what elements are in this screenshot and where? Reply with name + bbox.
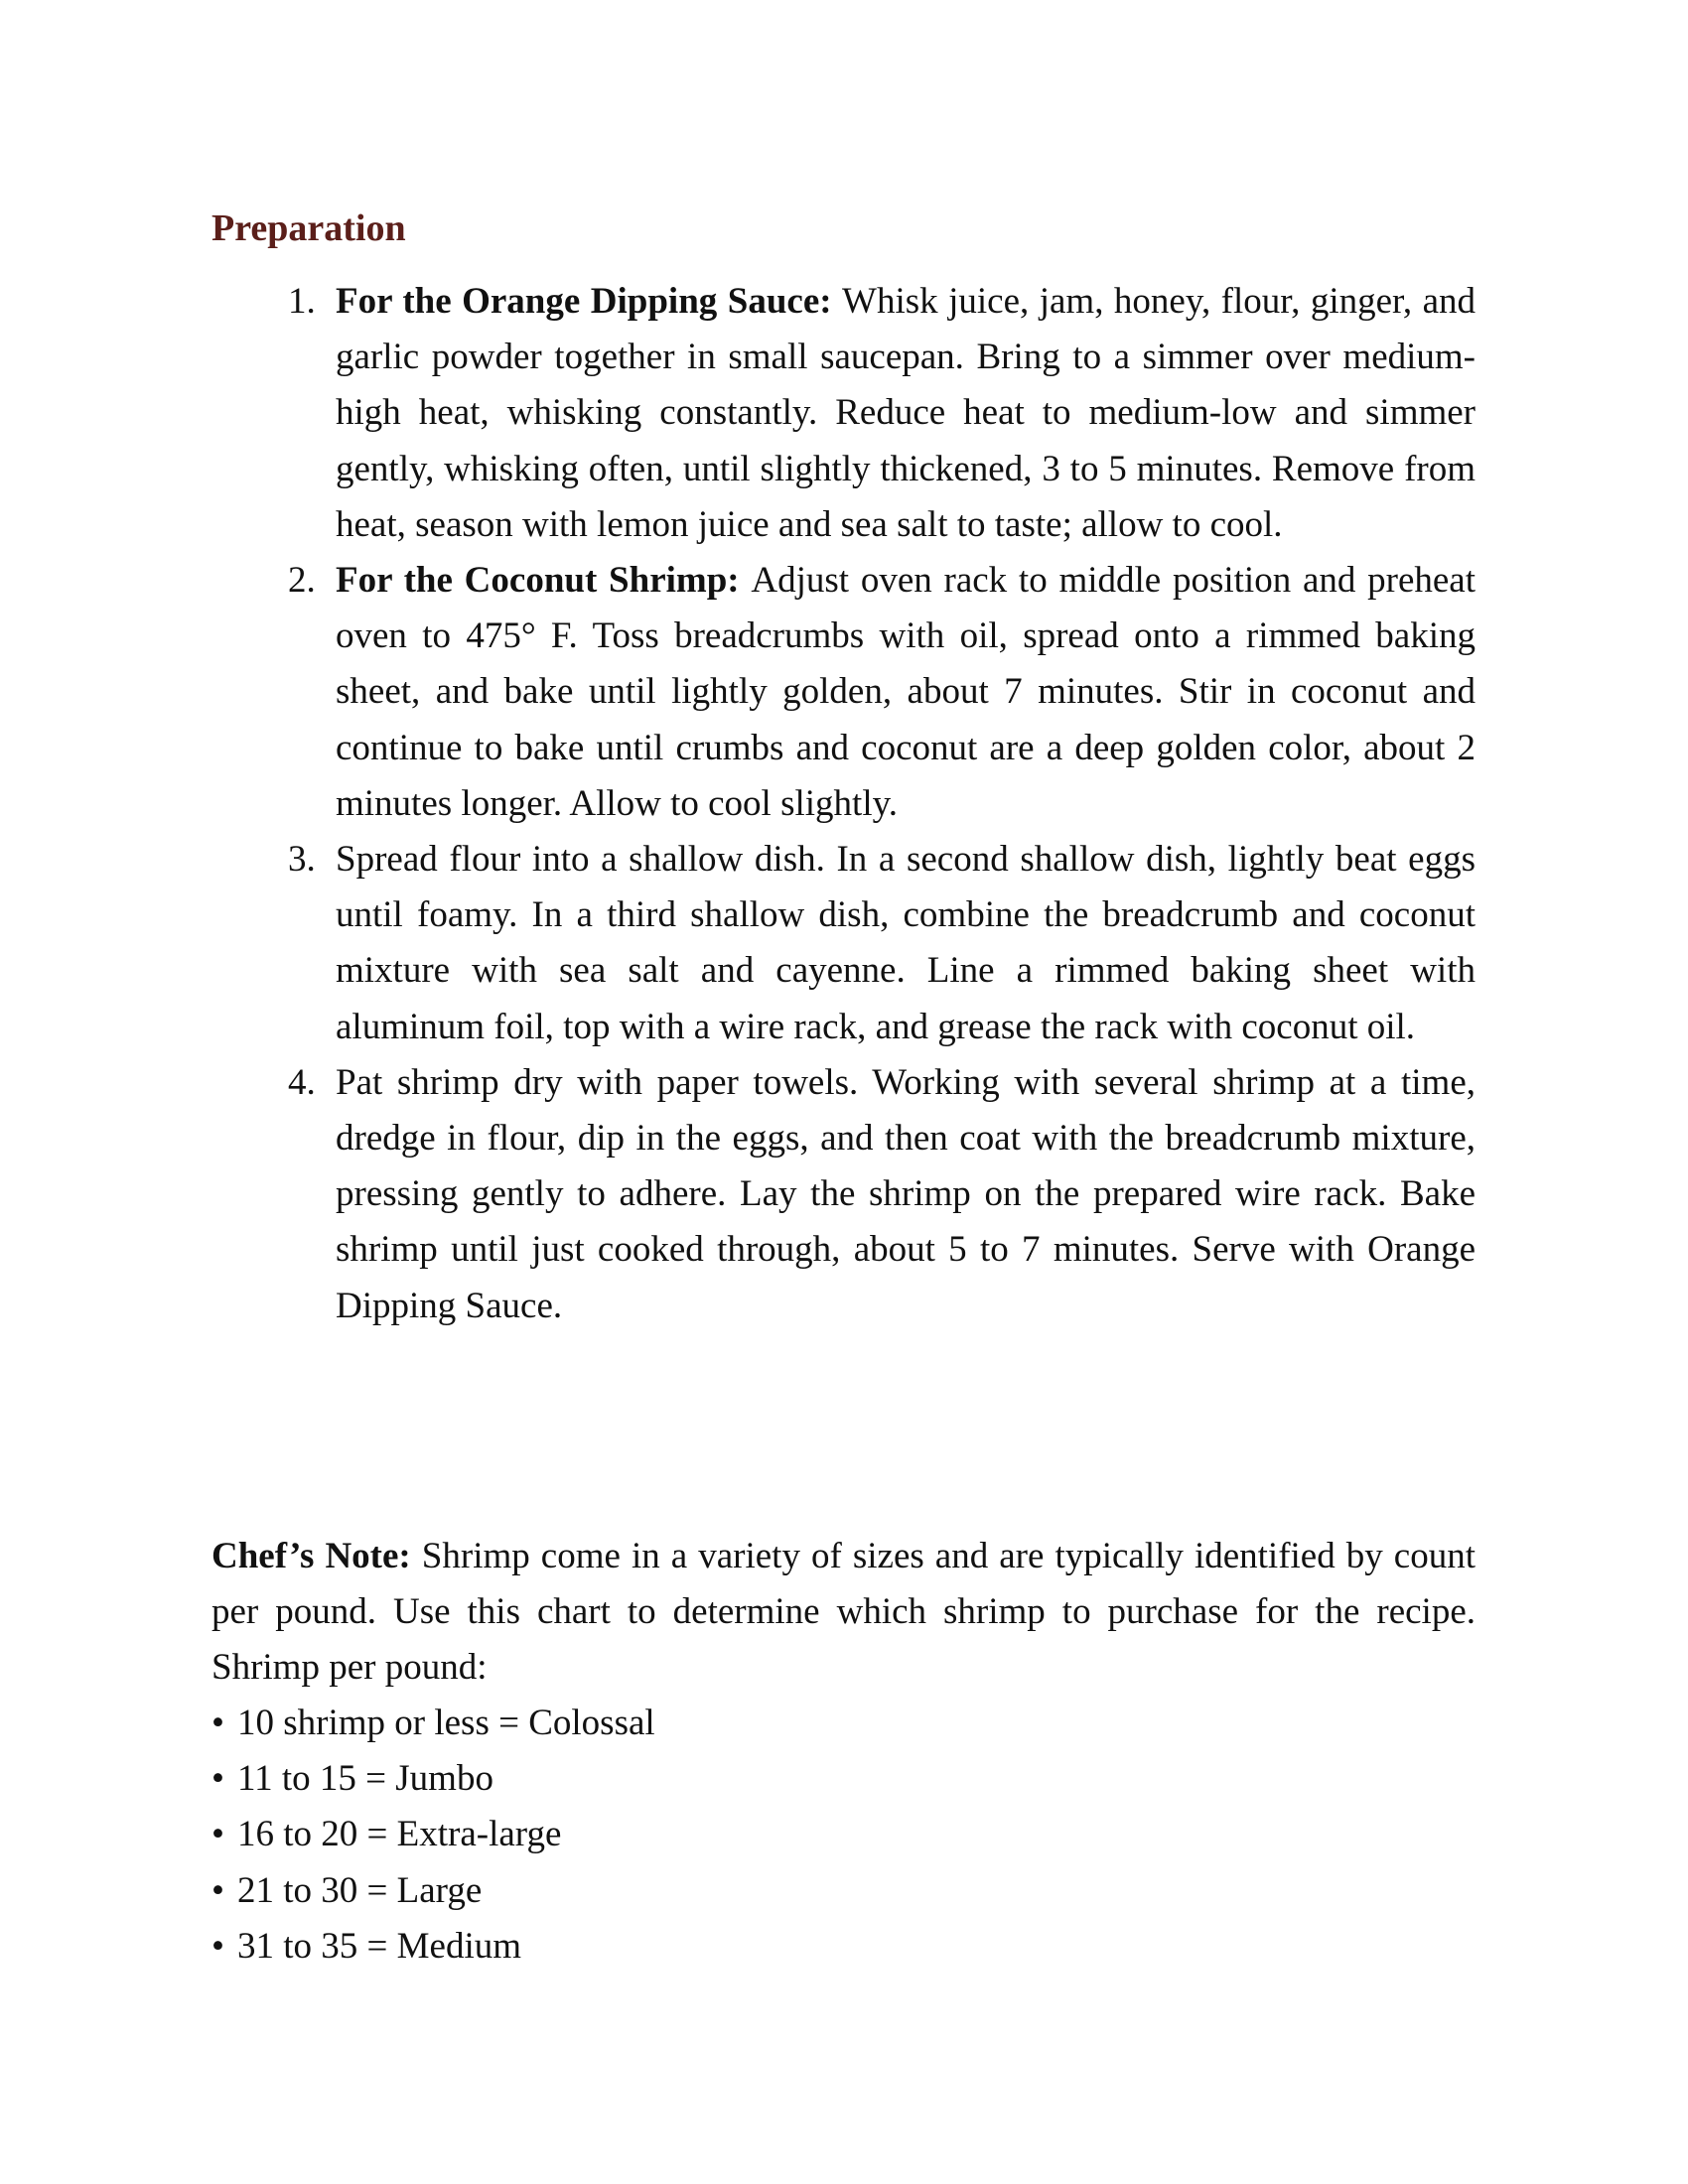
shrimp-size-item [211,1919,655,1975]
step-text: Whisk juice, jam, honey, flour, ginger, and garlic powder together in small saucepan. Bring to a simmer over medium-high heat, whisking constantly. Reduce heat to medium-low and simmer gently, whisking often, until slightly thickened, 3 to 5 minutes. Remove from heat, season with lemon juice and sea salt to taste; allow to cool. [336,281,1476,545]
step-text: Adjust oven rack to middle position and preheat oven to 475° F. Toss breadcrumbs with oil, spread onto a rimmed baking sheet, and bake until lightly golden, about 7 minutes. Stir in coconut and continue to bake until crumbs and coconut are a deep golden color, about 2 minutes longer. Allow to cool slightly. [336,560,1476,824]
shrimp-size-item [211,1751,655,1807]
step-number: 3. [288,839,316,881]
bullet-icon: • [211,1703,224,1743]
step-item [288,553,1476,832]
shrimp-size-item [211,1807,655,1862]
step-item [288,274,1476,553]
bullet-icon: • [211,1925,224,1967]
bullet-icon: • [211,1758,224,1800]
shrimp-size-text: 21 to 30 = Large [237,1869,483,1911]
chefs-note [211,1529,1476,1697]
shrimp-size-item [211,1696,655,1751]
step-number: 1. [288,281,316,322]
step-number: 4. [288,1061,316,1103]
step-number: 2. [288,560,316,602]
bullet-icon: • [211,1869,224,1911]
step-text: Pat shrimp dry with paper towels. Working with several shrimp at a time, dredge in flour, dip in the eggs, and then coat with the breadcrumb mixture, pressing gently to adhere. Lay the shrimp on the prepared wire rack. Bake shrimp until just cooked through, about 5 to 7 minutes. Serve with Orange Dipping Sauce. [336,1061,1476,1326]
step-item [288,832,1476,1055]
step-lead: For the Orange Dipping Sauce: [336,281,843,322]
shrimp-size-text: 10 shrimp or less = Colossal [237,1703,655,1743]
chefs-note-lead: Chef’s Note: [211,1536,422,1576]
step-item [288,1055,1476,1334]
section-heading-preparation: Preparation [211,207,406,249]
shrimp-size-item [211,1863,655,1919]
shrimp-size-text: 16 to 20 = Extra-large [237,1814,562,1855]
shrimp-size-text: 31 to 35 = Medium [237,1925,522,1967]
preparation-steps-list [288,274,1476,1334]
shrimp-size-list [211,1696,655,1975]
step-lead: For the Coconut Shrimp: [336,560,752,602]
bullet-icon: • [211,1814,224,1855]
chefs-note-text: Shrimp come in a variety of sizes and are typically identified by count per pound. Use this chart to determine which shrimp to purchase for the recipe. Shrimp per pound: [211,1536,1477,1689]
shrimp-size-text: 11 to 15 = Jumbo [237,1758,493,1800]
step-text: Spread flour into a shallow dish. In a second shallow dish, lightly beat eggs until foamy. In a third shallow dish, combine the breadcrumb and coconut mixture with sea salt and cayenne. Line a rimmed baking sheet with aluminum foil, top with a wire rack, and grease the rack with coconut oil. [336,839,1476,1047]
